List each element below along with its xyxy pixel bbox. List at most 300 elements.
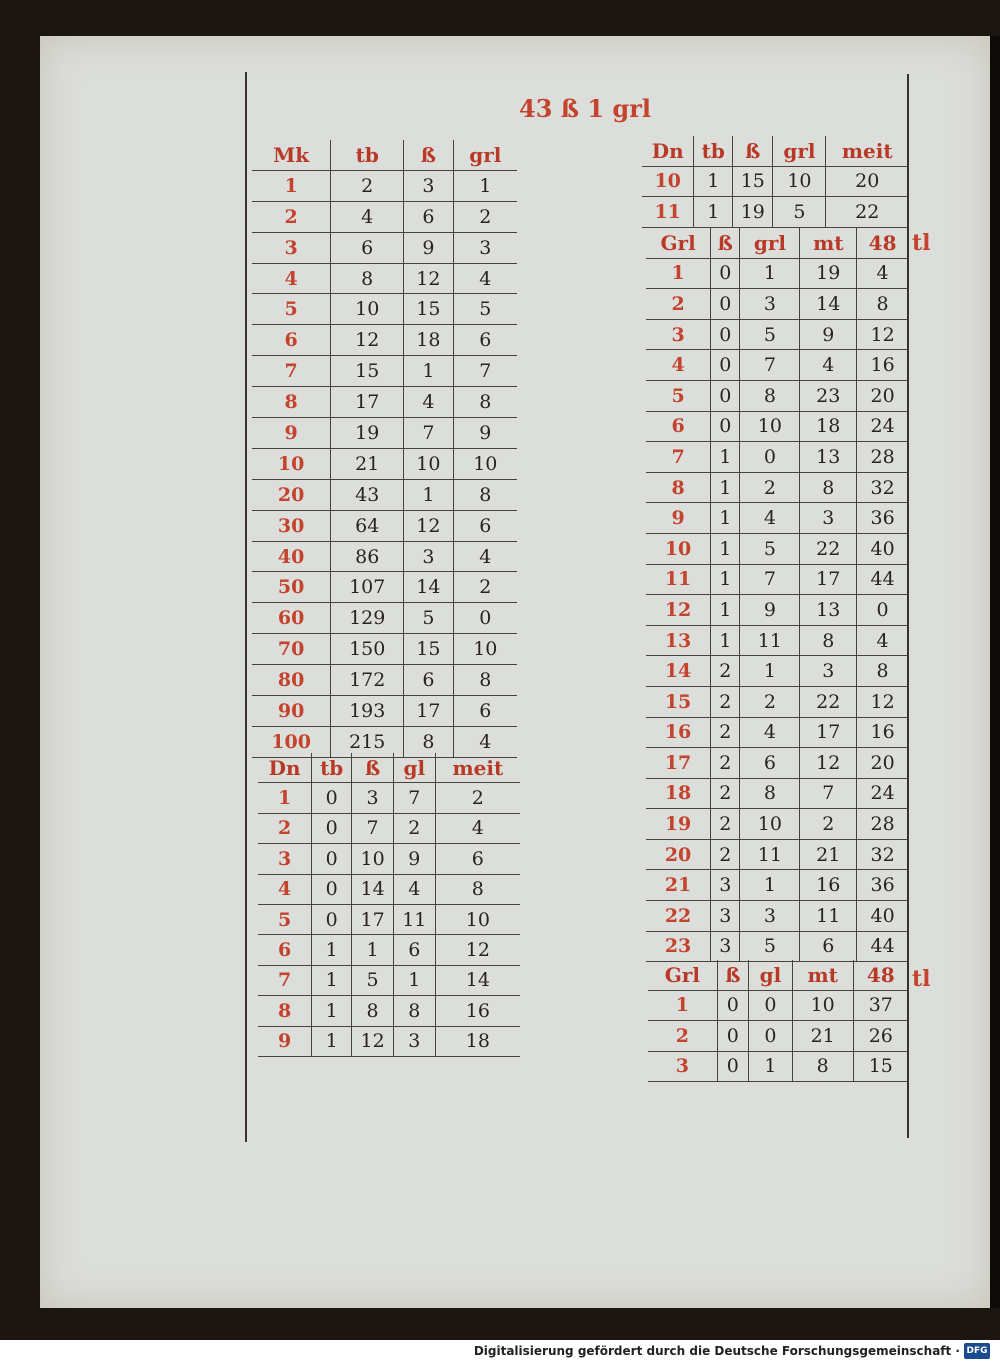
table-cell: 0 bbox=[711, 411, 740, 442]
table-row bbox=[646, 717, 908, 748]
row-label: 5 bbox=[252, 294, 331, 325]
table-row bbox=[646, 350, 908, 381]
row-label: 5 bbox=[258, 904, 312, 934]
table-row bbox=[646, 931, 908, 962]
table-cell: 36 bbox=[857, 870, 908, 901]
left-margin-rule bbox=[245, 72, 247, 1142]
table-row bbox=[646, 778, 908, 809]
table-row bbox=[648, 1051, 908, 1082]
table-cell: 0 bbox=[453, 603, 517, 634]
table-cell: 0 bbox=[717, 1021, 748, 1052]
table-cell: 172 bbox=[331, 665, 404, 696]
table-cell: 12 bbox=[435, 935, 520, 965]
table-cell: 8 bbox=[352, 996, 394, 1026]
column-header: tb bbox=[312, 753, 352, 783]
groschen-conversion-table bbox=[646, 228, 908, 962]
row-label: 10 bbox=[646, 533, 711, 564]
table-cell: 11 bbox=[740, 839, 800, 870]
table-cell: 4 bbox=[453, 263, 517, 294]
table-cell: 26 bbox=[853, 1021, 908, 1052]
table-cell: 43 bbox=[331, 479, 404, 510]
table-header-row bbox=[258, 753, 520, 783]
table-row bbox=[258, 996, 520, 1026]
row-label: 22 bbox=[646, 901, 711, 932]
table-cell: 44 bbox=[857, 931, 908, 962]
table-row bbox=[642, 197, 908, 228]
row-label: 2 bbox=[252, 201, 331, 232]
row-label: 3 bbox=[258, 844, 312, 874]
table-cell: 40 bbox=[857, 901, 908, 932]
table-cell: 6 bbox=[331, 232, 404, 263]
fraction-table-suffix: tl bbox=[912, 966, 931, 992]
table-cell: 0 bbox=[312, 813, 352, 843]
table-cell: 6 bbox=[404, 201, 453, 232]
table-cell: 6 bbox=[453, 325, 517, 356]
table-cell: 6 bbox=[453, 510, 517, 541]
funding-credit: Digitalisierung gefördert durch die Deutsche Forschungsgemeinschaft · bbox=[473, 1344, 960, 1358]
row-label: 16 bbox=[646, 717, 711, 748]
table-cell: 4 bbox=[393, 874, 435, 904]
table-cell: 18 bbox=[800, 411, 857, 442]
table-cell: 0 bbox=[740, 442, 800, 473]
table-cell: 7 bbox=[740, 350, 800, 381]
table-cell: 8 bbox=[393, 996, 435, 1026]
table-cell: 8 bbox=[435, 874, 520, 904]
table-cell: 15 bbox=[331, 356, 404, 387]
table-row bbox=[646, 442, 908, 473]
table-header-row bbox=[252, 140, 517, 170]
table-cell: 17 bbox=[800, 717, 857, 748]
table-cell: 7 bbox=[393, 783, 435, 813]
table-cell: 7 bbox=[453, 356, 517, 387]
table-cell: 10 bbox=[404, 448, 453, 479]
table-cell: 0 bbox=[312, 844, 352, 874]
table-cell: 3 bbox=[404, 170, 453, 201]
table-header-row bbox=[642, 136, 908, 166]
table-cell: 2 bbox=[393, 813, 435, 843]
table-row bbox=[648, 990, 908, 1021]
table-row bbox=[646, 656, 908, 687]
table-row bbox=[646, 503, 908, 534]
table-cell: 44 bbox=[857, 564, 908, 595]
column-header: ß bbox=[717, 960, 748, 990]
table-cell: 3 bbox=[740, 289, 800, 320]
table-cell: 0 bbox=[717, 1051, 748, 1082]
column-header: ß bbox=[733, 136, 773, 166]
table-cell: 6 bbox=[404, 665, 453, 696]
table-cell: 7 bbox=[352, 813, 394, 843]
table-cell: 2 bbox=[453, 572, 517, 603]
table-row bbox=[646, 564, 908, 595]
table-cell: 9 bbox=[740, 595, 800, 626]
row-label: 7 bbox=[252, 356, 331, 387]
row-label: 17 bbox=[646, 748, 711, 779]
column-header: meit bbox=[826, 136, 908, 166]
table-cell: 1 bbox=[694, 197, 733, 228]
table-cell: 12 bbox=[857, 319, 908, 350]
table-cell: 22 bbox=[800, 533, 857, 564]
table-cell: 14 bbox=[435, 965, 520, 995]
pfennig-conversion-table bbox=[258, 753, 520, 1057]
table-cell: 9 bbox=[453, 418, 517, 449]
table-cell: 10 bbox=[773, 166, 826, 197]
table-cell: 19 bbox=[331, 418, 404, 449]
table-cell: 37 bbox=[853, 990, 908, 1021]
table-row bbox=[252, 541, 517, 572]
table-cell: 1 bbox=[393, 965, 435, 995]
table-cell: 8 bbox=[800, 625, 857, 656]
table-row bbox=[646, 901, 908, 932]
table-cell: 9 bbox=[800, 319, 857, 350]
row-label: 7 bbox=[258, 965, 312, 995]
table-cell: 8 bbox=[800, 472, 857, 503]
table-cell: 1 bbox=[740, 870, 800, 901]
column-header: tb bbox=[331, 140, 404, 170]
table-cell: 6 bbox=[453, 696, 517, 727]
table-row bbox=[252, 665, 517, 696]
row-label: 18 bbox=[646, 778, 711, 809]
row-label: 6 bbox=[646, 411, 711, 442]
table-cell: 215 bbox=[331, 726, 404, 757]
table-cell: 10 bbox=[792, 990, 853, 1021]
row-label: 1 bbox=[258, 783, 312, 813]
table-cell: 1 bbox=[711, 503, 740, 534]
table-cell: 86 bbox=[331, 541, 404, 572]
table-cell: 20 bbox=[857, 748, 908, 779]
column-header: 48 bbox=[853, 960, 908, 990]
row-label: 4 bbox=[258, 874, 312, 904]
table-cell: 9 bbox=[393, 844, 435, 874]
table-cell: 17 bbox=[800, 564, 857, 595]
table-cell: 17 bbox=[352, 904, 394, 934]
row-label: 9 bbox=[252, 418, 331, 449]
table-cell: 16 bbox=[800, 870, 857, 901]
table-row bbox=[646, 533, 908, 564]
table-cell: 5 bbox=[404, 603, 453, 634]
table-cell: 7 bbox=[740, 564, 800, 595]
row-label: 2 bbox=[258, 813, 312, 843]
table-row bbox=[646, 472, 908, 503]
table-row bbox=[646, 258, 908, 289]
table-cell: 28 bbox=[857, 442, 908, 473]
table-cell: 1 bbox=[694, 166, 733, 197]
table-row bbox=[252, 356, 517, 387]
row-label: 14 bbox=[646, 656, 711, 687]
table-row bbox=[646, 625, 908, 656]
table-cell: 10 bbox=[435, 904, 520, 934]
column-header: Mk bbox=[252, 140, 331, 170]
table-row bbox=[258, 783, 520, 813]
table-cell: 19 bbox=[800, 258, 857, 289]
table-cell: 8 bbox=[792, 1051, 853, 1082]
table-cell: 8 bbox=[740, 380, 800, 411]
row-label: 3 bbox=[648, 1051, 717, 1082]
table-row bbox=[646, 319, 908, 350]
row-label: 20 bbox=[252, 479, 331, 510]
table-cell: 3 bbox=[711, 901, 740, 932]
table-cell: 1 bbox=[404, 356, 453, 387]
table-row bbox=[646, 289, 908, 320]
column-header: grl bbox=[740, 228, 800, 258]
row-label: 4 bbox=[646, 350, 711, 381]
table-cell: 1 bbox=[711, 472, 740, 503]
table-cell: 5 bbox=[352, 965, 394, 995]
page-heading: 43 ß 1 grl bbox=[519, 94, 651, 123]
table-cell: 4 bbox=[740, 503, 800, 534]
table-cell: 8 bbox=[857, 289, 908, 320]
column-header: grl bbox=[453, 140, 517, 170]
table-cell: 107 bbox=[331, 572, 404, 603]
row-label: 5 bbox=[646, 380, 711, 411]
table-row bbox=[258, 904, 520, 934]
table-cell: 6 bbox=[800, 931, 857, 962]
row-label: 1 bbox=[252, 170, 331, 201]
table-cell: 17 bbox=[331, 387, 404, 418]
table-row bbox=[646, 595, 908, 626]
table-cell: 1 bbox=[453, 170, 517, 201]
table-cell: 15 bbox=[733, 166, 773, 197]
table-cell: 4 bbox=[453, 541, 517, 572]
table-cell: 5 bbox=[453, 294, 517, 325]
table-cell: 1 bbox=[711, 533, 740, 564]
table-row bbox=[646, 809, 908, 840]
row-label: 10 bbox=[642, 166, 694, 197]
table-cell: 20 bbox=[857, 380, 908, 411]
table-cell: 2 bbox=[331, 170, 404, 201]
table-cell: 18 bbox=[435, 1026, 520, 1056]
table-cell: 36 bbox=[857, 503, 908, 534]
table-row bbox=[646, 686, 908, 717]
table-cell: 11 bbox=[393, 904, 435, 934]
table-cell: 40 bbox=[857, 533, 908, 564]
table-cell: 3 bbox=[352, 783, 394, 813]
table-row bbox=[252, 294, 517, 325]
table-row bbox=[252, 696, 517, 727]
table-cell: 20 bbox=[826, 166, 908, 197]
table-row bbox=[252, 201, 517, 232]
table-cell: 1 bbox=[404, 479, 453, 510]
table-cell: 2 bbox=[711, 809, 740, 840]
row-label: 8 bbox=[258, 996, 312, 1026]
row-label: 8 bbox=[252, 387, 331, 418]
row-label: 9 bbox=[646, 503, 711, 534]
table-cell: 28 bbox=[857, 809, 908, 840]
table-row bbox=[252, 232, 517, 263]
table-cell: 4 bbox=[857, 625, 908, 656]
table-cell: 7 bbox=[800, 778, 857, 809]
table-cell: 6 bbox=[740, 748, 800, 779]
table-row bbox=[252, 325, 517, 356]
pfennig-continuation-table bbox=[642, 136, 908, 228]
table-cell: 4 bbox=[857, 258, 908, 289]
table-cell: 4 bbox=[740, 717, 800, 748]
table-cell: 8 bbox=[740, 778, 800, 809]
row-label: 7 bbox=[646, 442, 711, 473]
table-header-row bbox=[646, 228, 908, 258]
table-cell: 19 bbox=[733, 197, 773, 228]
table-cell: 1 bbox=[711, 564, 740, 595]
table-cell: 3 bbox=[711, 870, 740, 901]
table-cell: 5 bbox=[740, 319, 800, 350]
table-row bbox=[252, 387, 517, 418]
table-cell: 2 bbox=[711, 748, 740, 779]
table-cell: 0 bbox=[312, 904, 352, 934]
table-cell: 129 bbox=[331, 603, 404, 634]
table-cell: 1 bbox=[312, 935, 352, 965]
table-cell: 2 bbox=[435, 783, 520, 813]
table-row bbox=[258, 844, 520, 874]
table-cell: 3 bbox=[740, 901, 800, 932]
table-cell: 5 bbox=[773, 197, 826, 228]
row-label: 30 bbox=[252, 510, 331, 541]
table-cell: 6 bbox=[435, 844, 520, 874]
table-cell: 18 bbox=[404, 325, 453, 356]
table-row bbox=[646, 411, 908, 442]
row-label: 60 bbox=[252, 603, 331, 634]
table-cell: 8 bbox=[453, 665, 517, 696]
table-cell: 1 bbox=[312, 996, 352, 1026]
table-cell: 11 bbox=[740, 625, 800, 656]
row-label: 80 bbox=[252, 665, 331, 696]
table-cell: 2 bbox=[740, 472, 800, 503]
table-cell: 2 bbox=[711, 717, 740, 748]
table-cell: 10 bbox=[453, 448, 517, 479]
row-label: 1 bbox=[646, 258, 711, 289]
table-cell: 2 bbox=[711, 656, 740, 687]
column-header: Grl bbox=[648, 960, 717, 990]
table-row bbox=[252, 510, 517, 541]
column-header: mt bbox=[800, 228, 857, 258]
dfg-logo: DFG bbox=[964, 1343, 990, 1359]
table-cell: 14 bbox=[404, 572, 453, 603]
column-header: gl bbox=[749, 960, 793, 990]
row-label: 20 bbox=[646, 839, 711, 870]
table-row bbox=[252, 479, 517, 510]
table-cell: 3 bbox=[711, 931, 740, 962]
row-label: 8 bbox=[646, 472, 711, 503]
table-cell: 21 bbox=[331, 448, 404, 479]
table-cell: 10 bbox=[453, 634, 517, 665]
table-cell: 1 bbox=[312, 1026, 352, 1056]
book-edge bbox=[990, 36, 1000, 1308]
table-cell: 14 bbox=[800, 289, 857, 320]
table-cell: 8 bbox=[453, 387, 517, 418]
row-label: 13 bbox=[646, 625, 711, 656]
table-row bbox=[252, 418, 517, 449]
table-row bbox=[252, 263, 517, 294]
column-header: grl bbox=[773, 136, 826, 166]
table-cell: 0 bbox=[312, 783, 352, 813]
footer-bar bbox=[0, 1340, 1000, 1364]
row-label: 3 bbox=[646, 319, 711, 350]
table-row bbox=[252, 448, 517, 479]
table-cell: 16 bbox=[857, 350, 908, 381]
row-label: 11 bbox=[646, 564, 711, 595]
table-cell: 0 bbox=[312, 874, 352, 904]
table-row bbox=[258, 813, 520, 843]
table-cell: 13 bbox=[800, 595, 857, 626]
table-cell: 17 bbox=[404, 696, 453, 727]
table-cell: 1 bbox=[740, 258, 800, 289]
table-cell: 8 bbox=[857, 656, 908, 687]
row-label: 15 bbox=[646, 686, 711, 717]
table-cell: 4 bbox=[331, 201, 404, 232]
table-cell: 10 bbox=[740, 411, 800, 442]
table-row bbox=[252, 572, 517, 603]
table-cell: 10 bbox=[740, 809, 800, 840]
table-cell: 3 bbox=[393, 1026, 435, 1056]
row-label: 9 bbox=[258, 1026, 312, 1056]
table-row bbox=[642, 166, 908, 197]
table-cell: 1 bbox=[711, 442, 740, 473]
table-cell: 16 bbox=[435, 996, 520, 1026]
table-cell: 4 bbox=[404, 387, 453, 418]
row-label: 21 bbox=[646, 870, 711, 901]
row-label: 19 bbox=[646, 809, 711, 840]
table-cell: 7 bbox=[404, 418, 453, 449]
table-header-row bbox=[648, 960, 908, 990]
table-cell: 2 bbox=[711, 778, 740, 809]
table-cell: 24 bbox=[857, 411, 908, 442]
table-cell: 1 bbox=[711, 625, 740, 656]
table-cell: 16 bbox=[857, 717, 908, 748]
row-label: 10 bbox=[252, 448, 331, 479]
row-label: 12 bbox=[646, 595, 711, 626]
table-cell: 3 bbox=[800, 656, 857, 687]
table-cell: 0 bbox=[711, 380, 740, 411]
table-cell: 8 bbox=[453, 479, 517, 510]
table-cell: 21 bbox=[792, 1021, 853, 1052]
row-label: 90 bbox=[252, 696, 331, 727]
column-header: tb bbox=[694, 136, 733, 166]
column-header: Grl bbox=[646, 228, 711, 258]
table-cell: 1 bbox=[749, 1051, 793, 1082]
row-label: 50 bbox=[252, 572, 331, 603]
table-row bbox=[252, 603, 517, 634]
row-label: 4 bbox=[252, 263, 331, 294]
table-cell: 0 bbox=[717, 990, 748, 1021]
table-row bbox=[646, 870, 908, 901]
table-cell: 12 bbox=[331, 325, 404, 356]
table-cell: 1 bbox=[711, 595, 740, 626]
table-cell: 6 bbox=[393, 935, 435, 965]
column-header: 48 bbox=[857, 228, 908, 258]
row-label: 40 bbox=[252, 541, 331, 572]
table-cell: 10 bbox=[331, 294, 404, 325]
table-cell: 10 bbox=[352, 844, 394, 874]
column-header: gl bbox=[393, 753, 435, 783]
table-cell: 15 bbox=[404, 294, 453, 325]
table-cell: 0 bbox=[857, 595, 908, 626]
table-cell: 12 bbox=[404, 510, 453, 541]
table-row bbox=[258, 965, 520, 995]
row-label: 2 bbox=[648, 1021, 717, 1052]
column-header: ß bbox=[404, 140, 453, 170]
table-row bbox=[258, 874, 520, 904]
table-cell: 12 bbox=[800, 748, 857, 779]
table-cell: 12 bbox=[404, 263, 453, 294]
table-cell: 64 bbox=[331, 510, 404, 541]
column-header: Dn bbox=[642, 136, 694, 166]
table-cell: 150 bbox=[331, 634, 404, 665]
row-label: 1 bbox=[648, 990, 717, 1021]
table-cell: 0 bbox=[711, 258, 740, 289]
table-row bbox=[252, 634, 517, 665]
table-row bbox=[258, 1026, 520, 1056]
table-cell: 32 bbox=[857, 839, 908, 870]
table-cell: 4 bbox=[453, 726, 517, 757]
table-cell: 193 bbox=[331, 696, 404, 727]
